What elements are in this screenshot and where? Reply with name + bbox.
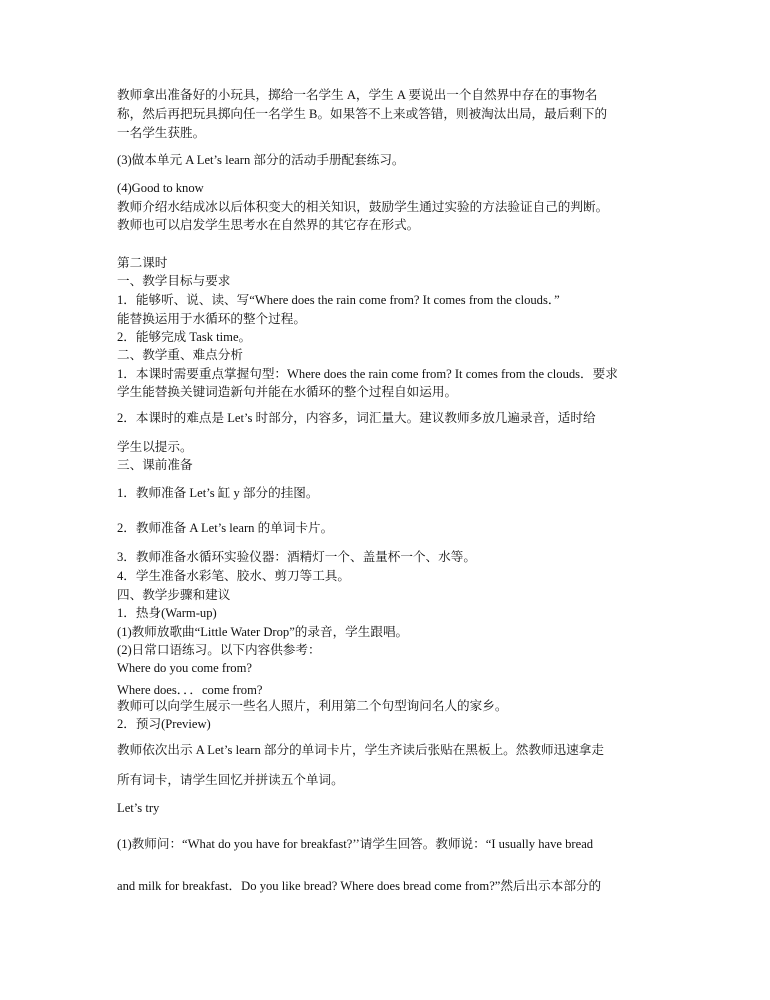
text-line: (1)教师问：“What do you have for breakfast?’’请学生回答。教师说：“I usually have bread (117, 837, 594, 851)
text-line: (1)教师放歌曲“Little Water Drop”的录音，学生跟唱。 (117, 625, 409, 639)
section-heading: 四、教学步骤和建议 (117, 588, 231, 602)
text-line: (4)Good to know (117, 181, 204, 195)
section-heading: 三、课前准备 (117, 458, 193, 472)
text-line: 2．预习(Preview) (117, 717, 211, 731)
subsection-heading: Let’s try (117, 801, 160, 815)
text-line: Where does．．．come from? (117, 683, 263, 697)
text-line: 2．教师准备 A Let’s learn 的单词卡片。 (117, 521, 334, 535)
text-line: (3)做本单元 A Let’s learn 部分的活动手册配套练习。 (117, 153, 405, 167)
text-line: 1．本课时需要重点掌握句型：Where does the rain come from? It comes from the clouds．要求 (117, 367, 618, 381)
text-line: and milk for breakfast．Do you like bread? Where does bread come from?”然后出示本部分的 (117, 879, 602, 893)
text-line: 1．热身(Warm-up) (117, 606, 217, 620)
text-line: 4．学生准备水彩笔、胶水、剪刀等工具。 (117, 569, 350, 583)
text-line: 2．本课时的难点是 Let’s 时部分，内容多，词汇量大。建议教师多放几遍录音，适时给 (117, 411, 596, 425)
section-heading: 一、教学目标与要求 (117, 274, 231, 288)
text-line: 教师介绍水结成冰以后体积变大的相关知识，鼓励学生通过实验的方法验证自己的判断。 (117, 200, 609, 214)
text-line: 1．教师准备 Let’s 缸 y 部分的挂图。 (117, 486, 319, 500)
text-line: 教师拿出准备好的小玩具，掷给一名学生 A，学生 A 要说出一个自然界中存在的事物名 (117, 88, 598, 102)
text-line: 一名学生获胜。 (117, 126, 206, 140)
text-line: 能替换运用于水循环的整个过程。 (117, 312, 306, 326)
text-line: 1．能够听、说、读、写“Where does the rain come from? It comes from the clouds．” (117, 293, 560, 307)
section-heading: 二、教学重、难点分析 (117, 348, 243, 362)
text-line: 教师可以向学生展示一些名人照片，利用第二个句型询问名人的家乡。 (117, 699, 508, 713)
text-line: (2)日常口语练习。以下内容供参考： (117, 643, 321, 657)
text-line: 教师也可以启发学生思考水在自然界的其它存在形式。 (117, 218, 420, 232)
section-heading: 第二课时 (117, 256, 168, 270)
text-line: 称，然后再把玩具掷向任一名学生 B。如果答不上来或答错，则被淘汰出局，最后剩下的 (117, 107, 608, 121)
text-line: 2．能够完成 Task time。 (117, 330, 252, 344)
text-line: 教师依次出示 A Let’s learn 部分的单词卡片，学生齐读后张贴在黑板上。然教师迅速拿走 (117, 743, 604, 757)
text-line: 学生以提示。 (117, 440, 193, 454)
text-line: 3．教师准备水循环实验仪器：酒精灯一个、盖量杯一个、水等。 (117, 550, 476, 564)
text-line: Where do you come from? (117, 661, 252, 675)
text-line: 学生能替换关键词造新句并能在水循环的整个过程自如运用。 (117, 385, 458, 399)
text-line: 所有词卡，请学生回忆并拼读五个单词。 (117, 773, 344, 787)
